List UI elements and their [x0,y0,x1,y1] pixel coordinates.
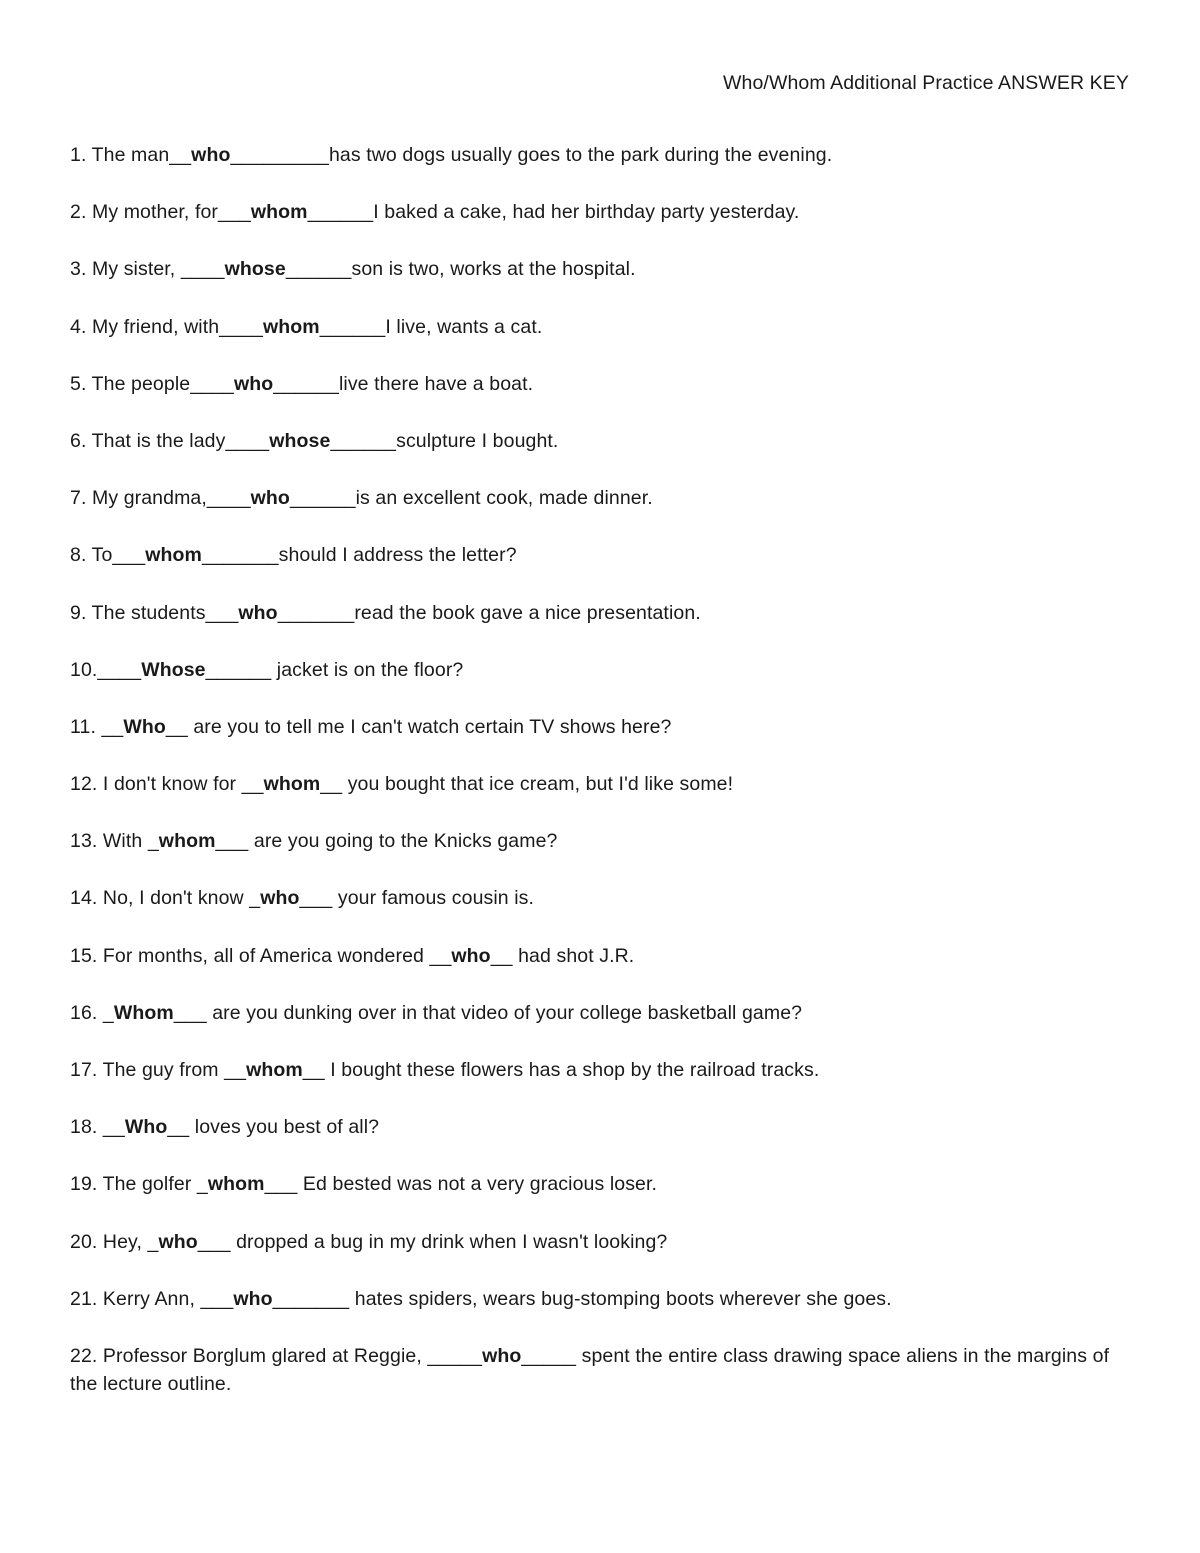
question-text-after: _______should I address the letter? [202,544,517,567]
question-text-before: 3. My sister, ____ [70,258,225,281]
answer-word: whose [269,429,331,452]
answer-word: who [191,144,231,166]
answer-word: whom [145,544,202,567]
answer-word: who [233,372,274,395]
question-item [70,141,1130,169]
question-item [70,999,1130,1027]
question-text-before: 15. For months, all of America wondered __ [70,944,452,967]
page-title: Who/Whom Additional Practice ANSWER KEY [723,72,1129,94]
question-text-before: 18. __ [70,1116,125,1139]
answer-word: who [233,1287,273,1310]
question-text-before: 20. Hey, _ [70,1230,159,1253]
answer-word: whom [207,1173,265,1196]
question-text-before: 14. No, I don't know _ [70,887,261,910]
question-item [70,1228,1130,1256]
question-text-before: 6. That is the lady____ [70,429,270,452]
question-text-before: 5. The people____ [70,372,234,395]
question-text-before: 8. To___ [70,544,146,567]
answer-word: whom [246,1059,303,1081]
answer-word: whose [224,258,286,281]
question-text-before: 4. My friend, with____ [70,315,263,338]
question-text-before: 16. _ [70,1001,114,1024]
question-item [70,770,1130,798]
question-item [70,1056,1130,1084]
question-item [70,1342,1130,1398]
question-text-before: 10.____ [70,658,142,681]
question-text-before: 7. My grandma,____ [70,487,251,510]
answer-word: Who [124,1116,168,1139]
question-text-after: _________has two dogs usually goes to the park during the evening. [230,144,833,166]
answer-word: Whose [141,658,206,681]
question-text-after: ______son is two, works at the hospital. [285,258,636,281]
question-text-before: 9. The students___ [70,601,239,624]
answer-word: whom [158,830,216,853]
question-text-before: 22. Professor Borglum glared at Reggie, _____ [70,1344,483,1367]
question-text-before: 19. The golfer _ [70,1173,208,1196]
answer-word: whom [250,201,308,224]
question-text-after: ______I live, wants a cat. [319,315,543,338]
question-item [70,541,1130,569]
question-text-after: __ I bought these flowers has a shop by the railroad tracks. [302,1059,820,1081]
question-list [70,141,1130,1427]
question-item [70,484,1130,512]
answer-word: whom [262,315,320,338]
answer-word: who [482,1344,522,1367]
question-item [70,198,1130,226]
answer-word: Who [123,715,166,738]
question-text-before: 12. I don't know for __ [70,773,264,796]
question-text-after: ______sculpture I bought. [330,429,559,452]
question-text-after: __ had shot J.R. [490,944,635,967]
question-text-after: ______ jacket is on the floor? [205,658,464,681]
question-text-after: _____ spent the entire class drawing space aliens in the margins of the lecture outline. [70,1344,1110,1395]
answer-word: who [260,887,300,910]
question-text-before: 1. The man__ [70,144,192,166]
question-text-before: 21. Kerry Ann, ___ [70,1287,234,1310]
question-item [70,255,1130,283]
question-text-after: _______ hates spiders, wears bug-stomping boots wherever she goes. [272,1287,892,1310]
question-text-after: __ are you to tell me I can't watch certain TV shows here? [165,715,672,738]
question-text-before: 2. My mother, for___ [70,201,251,224]
question-item [70,370,1130,398]
answer-word: who [238,601,278,624]
question-text-after: ___ are you dunking over in that video of your college basketball game? [173,1001,803,1024]
answer-word: Whom [113,1001,174,1024]
question-text-after: ______live there have a boat. [273,372,534,395]
question-text-after: __ loves you best of all? [167,1116,380,1139]
question-text-after: ___ your famous cousin is. [299,887,535,910]
question-text-after: ___ dropped a bug in my drink when I wasn't looking? [197,1230,668,1253]
question-item [70,884,1130,912]
question-text-before: 17. The guy from __ [70,1059,247,1081]
answer-word: who [158,1230,198,1253]
question-text-before: 13. With _ [70,830,159,853]
answer-word: who [451,944,491,967]
question-item [70,1113,1130,1141]
question-item [70,427,1130,455]
question-item [70,827,1130,855]
question-item [70,599,1130,627]
answer-word: who [250,487,290,510]
question-item [70,942,1130,970]
question-text-after: ______I baked a cake, had her birthday party yesterday. [307,201,800,224]
question-item [70,1285,1130,1313]
question-text-after: ___ are you going to the Knicks game? [215,830,558,853]
question-item [70,1170,1130,1198]
question-text-after: ______is an excellent cook, made dinner. [289,487,653,510]
question-item [70,313,1130,341]
answer-word: whom [263,773,321,796]
question-text-after: _______read the book gave a nice presentation. [277,601,701,624]
question-text-after: __ you bought that ice cream, but I'd like some! [320,773,734,796]
question-item [70,656,1130,684]
question-item [70,713,1130,741]
question-text-after: ___ Ed bested was not a very gracious loser. [264,1173,658,1196]
question-text-before: 11. __ [70,715,124,738]
